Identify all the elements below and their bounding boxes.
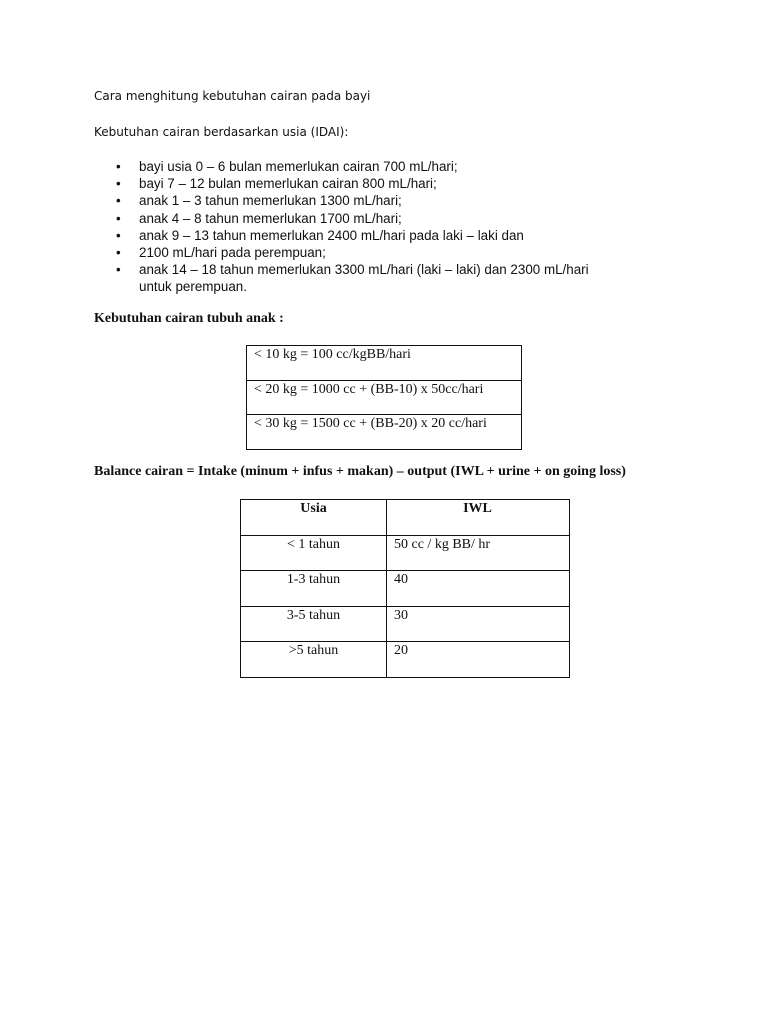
list-item (94, 175, 694, 192)
list-item-text-continued: untuk perempuan. (139, 279, 247, 295)
list-item-text: anak 14 – 18 tahun memerlukan 3300 mL/hari (laki – laki) dan 2300 mL/hari (139, 262, 589, 278)
list-item (94, 192, 694, 209)
section-subtitle: Kebutuhan cairan berdasarkan usia (IDAI): (94, 125, 349, 139)
document-title: Cara menghitung kebutuhan cairan pada bayi (94, 89, 371, 103)
formula-table (246, 345, 522, 450)
bullet-icon: • (116, 227, 121, 243)
table-row (241, 571, 570, 607)
bullet-icon: • (116, 176, 121, 192)
list-item (94, 210, 694, 227)
list-item (94, 158, 694, 175)
bullet-icon: • (116, 210, 121, 226)
iwl-table (240, 499, 570, 678)
list-item-text: anak 1 – 3 tahun memerlukan 1300 mL/hari; (139, 193, 402, 209)
table-row (247, 415, 522, 450)
table-cell: 20 (387, 642, 570, 678)
heading-kebutuhan-cairan-tubuh: Kebutuhan cairan tubuh anak : (94, 311, 284, 326)
bullet-icon: • (116, 262, 121, 278)
table-cell: < 30 kg = 1500 cc + (BB-20) x 20 cc/hari (247, 415, 522, 450)
list-item (94, 261, 694, 295)
list-item-text: bayi 7 – 12 bulan memerlukan cairan 800 mL/hari; (139, 176, 437, 192)
table-row (241, 535, 570, 571)
table-row (247, 346, 522, 381)
heading-balance-cairan: Balance cairan = Intake (minum + infus + makan) – output (IWL + urine + on going loss) (94, 464, 626, 479)
bullet-list (94, 158, 694, 296)
table-header-row (241, 500, 570, 536)
table-cell: 1-3 tahun (241, 571, 387, 607)
table-cell: 40 (387, 571, 570, 607)
list-item (94, 227, 694, 244)
bullet-icon: • (116, 245, 121, 261)
table-cell: < 1 tahun (241, 535, 387, 571)
table-cell: >5 tahun (241, 642, 387, 678)
table-cell: 50 cc / kg BB/ hr (387, 535, 570, 571)
table-cell: < 10 kg = 100 cc/kgBB/hari (247, 346, 522, 381)
table-row (247, 380, 522, 415)
table-row (241, 642, 570, 678)
list-item-text: bayi usia 0 – 6 bulan memerlukan cairan 700 mL/hari; (139, 159, 458, 174)
list-item-text: anak 9 – 13 tahun memerlukan 2400 mL/hari pada laki – laki dan (139, 227, 524, 243)
table-cell: 30 (387, 606, 570, 642)
table-row (241, 606, 570, 642)
bullet-icon: • (116, 193, 121, 209)
bullet-icon: • (116, 159, 121, 174)
list-item-text: anak 4 – 8 tahun memerlukan 1700 mL/hari; (139, 210, 402, 226)
list-item (94, 244, 694, 261)
table-cell: < 20 kg = 1000 cc + (BB-10) x 50cc/hari (247, 380, 522, 415)
list-item-text: 2100 mL/hari pada perempuan; (139, 245, 326, 261)
column-header-iwl: IWL (387, 500, 570, 536)
table-cell: 3-5 tahun (241, 606, 387, 642)
column-header-usia: Usia (241, 500, 387, 536)
